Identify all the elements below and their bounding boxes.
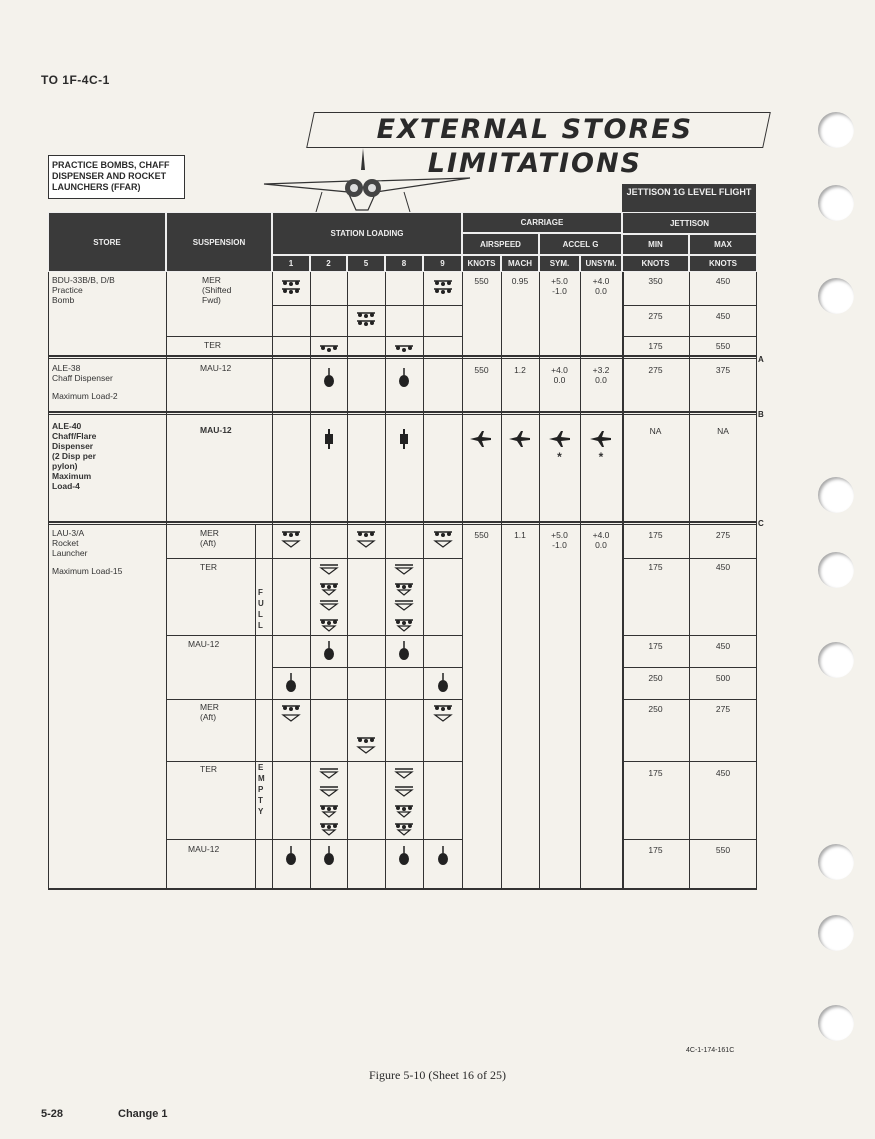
header-airspeed: AIRSPEED (462, 233, 539, 255)
row-divider (166, 761, 462, 762)
header-station-2: 2 (310, 255, 347, 272)
page-number: 5-28 (41, 1108, 64, 1120)
ale38-knots: 550 (474, 365, 489, 375)
bdu-jet-max-1: 450 (715, 276, 731, 286)
vertical-letter: L (258, 621, 263, 630)
store-lau (52, 528, 162, 576)
empty-label (258, 762, 270, 817)
bdu-jet-min-2: 275 (648, 311, 663, 321)
mer-rack-icon (354, 734, 378, 756)
store-line: Launcher (52, 548, 88, 558)
ale40-unsym-asterisk: * (598, 450, 604, 464)
ter-rack-icon (317, 614, 341, 636)
susp-lau-6: MAU-12 (188, 844, 220, 854)
grid-line (385, 272, 386, 889)
store-icon (392, 640, 416, 662)
row-divider (272, 667, 462, 668)
side-mark-b: B (758, 410, 764, 419)
ale40-sym-asterisk: * (557, 450, 562, 464)
store-line: pylon) (52, 461, 78, 471)
lau-knots: 550 (474, 530, 489, 540)
lau-jet-min-6: 175 (648, 768, 663, 778)
header-station-8: 8 (385, 255, 423, 272)
row-divider (622, 336, 757, 337)
row-divider (166, 839, 462, 840)
ter-rack-icon (392, 614, 416, 636)
grid-line (255, 524, 256, 889)
ale38-sym: +4.0 0.0 (551, 365, 568, 385)
row-divider (48, 414, 757, 415)
store-line: Practice (52, 285, 83, 295)
susp-ale38: MAU-12 (200, 363, 232, 373)
mer-rack-icon (354, 528, 378, 550)
vertical-letter: F (258, 588, 263, 597)
store-line: Chaff/Flare (52, 431, 97, 441)
lau-jet-max-4: 500 (715, 673, 731, 683)
store-line: Rocket (52, 538, 79, 548)
store-line: Maximum Load-15 (52, 566, 123, 576)
vertical-letter: P (258, 785, 264, 794)
store-icon (392, 367, 416, 389)
figure-id: 4C-1-174-161C (686, 1047, 735, 1054)
ale38-jet-max: 375 (715, 365, 731, 375)
lau-sym: +5.0 -1.0 (551, 530, 568, 550)
store-bdu (52, 275, 162, 305)
binder-hole (818, 278, 854, 314)
ale38-mach: 1.2 (514, 365, 526, 375)
binder-hole (818, 552, 854, 588)
vertical-letter: E (258, 763, 264, 772)
bdu-sym: +5.0 -1.0 (551, 276, 568, 296)
store-line: Maximum Load-2 (52, 391, 118, 401)
lau-jet-max-3: 450 (715, 641, 731, 651)
binder-hole (818, 915, 854, 951)
header-min-knots: KNOTS (622, 255, 689, 272)
row-divider (48, 888, 757, 890)
mer-rack-icon (279, 528, 303, 550)
store-icon (392, 428, 416, 450)
vertical-letter: U (258, 599, 264, 608)
lau-jet-max-2: 450 (715, 562, 731, 572)
lau-jet-max-6: 450 (715, 768, 731, 778)
store-icon (431, 672, 455, 694)
store-line: BDU-33B/B, D/B (52, 275, 115, 285)
susp-lau-1: MER (Aft) (200, 528, 219, 548)
mer-rack-icon (431, 702, 455, 724)
store-line: ALE-38 (52, 363, 81, 373)
ale40-jet-max: NA (717, 426, 729, 436)
jettison-1g-header: JETTISON 1G LEVEL FLIGHT (622, 184, 756, 212)
header-station-loading: STATION LOADING (272, 212, 462, 255)
vertical-letter: M (258, 774, 265, 783)
header-jettison: JETTISON (622, 212, 757, 234)
susp-line: (Shifted (202, 285, 232, 295)
lau-mach: 1.1 (514, 530, 526, 540)
ter-rack-icon (392, 338, 416, 360)
header-max: MAX (689, 234, 757, 255)
store-ale40 (52, 421, 162, 491)
lau-jet-max-5: 275 (715, 704, 731, 714)
grid-line (48, 272, 49, 889)
mer-rack-icon (279, 702, 303, 724)
page-title: EXTERNAL STORES LIMITATIONS (376, 114, 694, 179)
grid-line (166, 272, 167, 889)
grid-line (272, 272, 273, 889)
header-min: MIN (622, 234, 689, 255)
header-station-5: 5 (347, 255, 385, 272)
stores-limitations-table (48, 212, 757, 889)
binder-hole (818, 1005, 854, 1041)
jet-aircraft-icon (508, 428, 532, 450)
binder-hole (818, 477, 854, 513)
full-label (258, 587, 270, 631)
bdu-unsym: +4.0 0.0 (592, 276, 610, 296)
susp-bdu-ter: TER (204, 340, 221, 350)
header-station-9: 9 (423, 255, 462, 272)
row-divider (622, 699, 757, 700)
bdu-knots: 550 (474, 276, 489, 286)
row-divider (166, 635, 462, 636)
lau-jet-max-1: 275 (715, 530, 731, 540)
row-divider (622, 305, 757, 306)
header-carriage: CARRIAGE (462, 212, 622, 233)
row-divider (48, 524, 757, 525)
store-line: Load-4 (52, 481, 80, 491)
lau-jet-min-1: 175 (648, 530, 663, 540)
row-divider (622, 635, 757, 636)
ter-rack-icon (317, 818, 341, 840)
lau-jet-min-5: 250 (648, 704, 663, 714)
store-icon (279, 845, 303, 867)
vertical-letter: T (258, 796, 263, 805)
mer-rack-icon (431, 277, 455, 299)
lau-jet-max-7: 550 (715, 845, 731, 855)
susp-ale40: MAU-12 (200, 425, 232, 435)
binder-hole (818, 185, 854, 221)
mer-rack-icon (354, 309, 378, 331)
side-mark-a: A (758, 355, 764, 364)
header-accel: ACCEL G (539, 233, 622, 255)
spacer (52, 558, 162, 566)
vertical-letter: Y (258, 807, 264, 816)
lau-unsym: +4.0 0.0 (592, 530, 610, 550)
store-line: LAU-3/A (52, 528, 85, 538)
store-line: Chaff Dispenser (52, 373, 113, 383)
store-icon (317, 428, 341, 450)
store-icon (279, 672, 303, 694)
row-divider (272, 305, 462, 306)
header-suspension: SUSPENSION (166, 212, 272, 272)
ale38-unsym: +3.2 0.0 (592, 365, 610, 385)
row-divider (622, 667, 757, 668)
grid-line (423, 272, 424, 889)
grid-line (347, 272, 348, 889)
header-store: STORE (48, 212, 166, 272)
binder-hole (818, 112, 854, 148)
lau-jet-min-3: 175 (648, 641, 663, 651)
bdu-jet-max-2: 450 (715, 311, 731, 321)
bdu-mach: 0.95 (511, 276, 529, 286)
store-ale38 (52, 363, 162, 401)
jet-aircraft-icon (589, 428, 613, 450)
ale40-jet-min: NA (649, 426, 662, 436)
store-icon (317, 367, 341, 389)
susp-lau-4: MER (Aft) (200, 702, 219, 722)
mer-rack-icon (431, 528, 455, 550)
bdu-jet-min-1: 350 (648, 276, 663, 286)
lau-jet-min-7: 175 (648, 845, 663, 855)
store-line: Dispenser (52, 441, 94, 451)
category-box: PRACTICE BOMBS, CHAFF DISPENSER AND ROCKET LAUNCHERS (FFAR) (48, 155, 185, 199)
row-divider (622, 761, 757, 762)
row-divider (48, 521, 757, 523)
ter-rack-icon (317, 338, 341, 360)
header-max-knots: KNOTS (689, 255, 757, 272)
row-divider (622, 558, 757, 559)
page-title-box (306, 112, 771, 179)
row-divider (166, 558, 462, 559)
header-sym: SYM. (539, 255, 580, 272)
store-icon (392, 845, 416, 867)
store-icon (317, 640, 341, 662)
store-line: (2 Disp per (52, 451, 96, 461)
change-number: Change 1 (118, 1108, 168, 1120)
header-unsym: UNSYM. (580, 255, 622, 272)
figure-caption: Figure 5-10 (Sheet 16 of 25) (369, 1068, 506, 1082)
spacer (52, 383, 162, 391)
vertical-letter: L (258, 610, 263, 619)
susp-lau-3: MAU-12 (188, 639, 220, 649)
susp-line: Fwd) (202, 295, 221, 305)
jet-aircraft-icon (469, 428, 493, 450)
side-mark-c: C (758, 519, 764, 528)
binder-hole (818, 642, 854, 678)
header-knots: KNOTS (462, 255, 501, 272)
jet-aircraft-icon (548, 428, 572, 450)
mer-rack-icon (279, 277, 303, 299)
ter-rack-icon (392, 818, 416, 840)
header-mach: MACH (501, 255, 539, 272)
susp-lau-5: TER (200, 764, 217, 774)
store-icon (431, 845, 455, 867)
doc-id: TO 1F-4C-1 (41, 73, 110, 87)
susp-lau-2: TER (200, 562, 217, 572)
aircraft-silhouette-icon (262, 148, 472, 214)
grid-line (310, 272, 311, 889)
susp-line: MER (202, 275, 221, 285)
row-divider (166, 699, 462, 700)
store-icon (317, 845, 341, 867)
row-divider (48, 411, 757, 413)
bdu-jet-min-3: 175 (648, 341, 663, 351)
header-station-1: 1 (272, 255, 310, 272)
lau-jet-min-2: 175 (648, 562, 663, 572)
susp-bdu-mer (202, 275, 262, 305)
lau-jet-min-4: 250 (648, 673, 663, 683)
ale38-jet-min: 275 (648, 365, 663, 375)
row-divider (166, 336, 462, 337)
store-line: ALE-40 (52, 421, 82, 431)
row-divider (622, 839, 757, 840)
store-line: Bomb (52, 295, 75, 305)
binder-hole (818, 844, 854, 880)
store-line: Maximum (52, 471, 92, 481)
bdu-jet-max-3: 550 (715, 341, 731, 351)
